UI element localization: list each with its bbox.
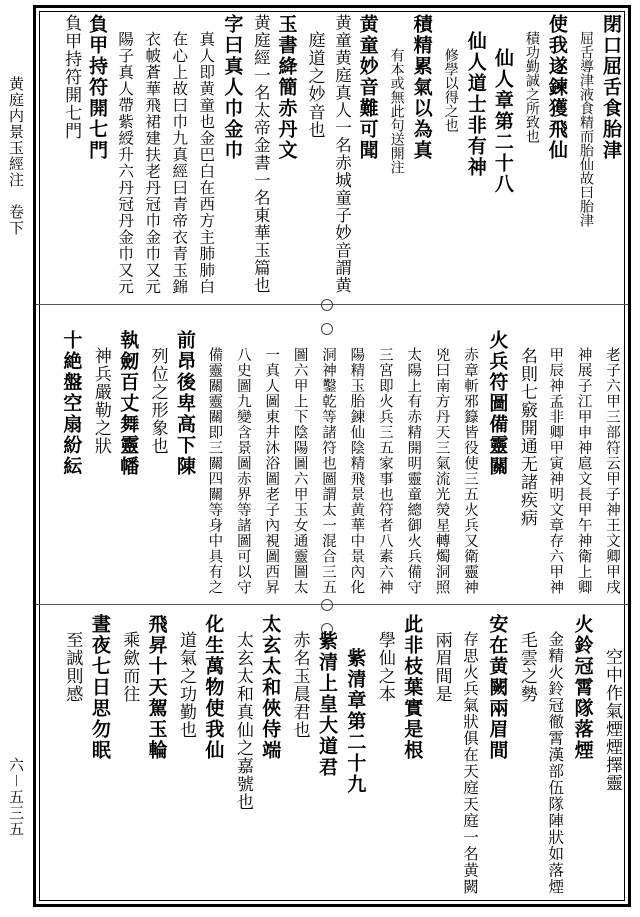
text-column: 黄童黄庭真人一名赤城童子妙音謂黄 bbox=[332, 14, 352, 294]
text-column: 化生萬物使我仙 bbox=[202, 614, 225, 761]
text-column: 赤章斬邪籙皆役使三五火兵又衛靈神 bbox=[462, 347, 478, 595]
text-column: 安在黄闕兩眉間 bbox=[486, 614, 509, 761]
text-column: 名則七竅開通无諸疾病 bbox=[516, 347, 537, 527]
text-column: 列位之形象也 bbox=[147, 347, 168, 455]
text-column: 有本或無此句送開注 bbox=[388, 48, 405, 174]
binding-hole bbox=[321, 299, 333, 311]
text-column: 積功勤誠之所致也 bbox=[523, 31, 540, 143]
margin-page-number: 六－五三五 bbox=[7, 757, 25, 838]
text-column: 老子六甲三部符云甲子神王文卿甲戌 bbox=[604, 347, 620, 595]
text-column: 閉口屈舌食胎津 bbox=[600, 14, 622, 161]
text-column: 前昂後卑高下陳 bbox=[174, 330, 196, 477]
text-column: 陽精玉胎鍊仙陰精飛景黄華中景內化 bbox=[348, 347, 365, 595]
text-column: 庭道之妙音也 bbox=[304, 31, 325, 139]
text-column: 一真人圖東井沐浴圖老子內視圖西昇 bbox=[263, 347, 280, 595]
text-column: 仙人章第二十八 bbox=[491, 48, 514, 195]
text-column: 積精累氣以為真 bbox=[410, 14, 433, 161]
text-column: 兩眉間是 bbox=[431, 631, 452, 703]
text-column: 太玄太和俠侍端 bbox=[259, 614, 282, 761]
binding-hole bbox=[321, 599, 333, 611]
margin-title: 黄庭内景玉經注 卷下 bbox=[7, 76, 25, 236]
text-column: 玉書絳簡赤丹文 bbox=[275, 14, 298, 161]
text-column: 陽子真人帶紫綬升六丹冠丹金巾又元 bbox=[116, 31, 135, 295]
text-panel-top bbox=[40, 14, 624, 299]
text-column: 金精火鈴冠徹霄漢部伍隊陣狀如落煙 bbox=[546, 631, 565, 895]
text-column: 執劒百丈舞靈幡 bbox=[117, 330, 140, 477]
text-column: 火鈴冠霄隊落煙 bbox=[571, 614, 594, 761]
text-column: 太陽上有赤精開明靈童總御火兵備守 bbox=[405, 347, 422, 595]
text-panel-bottom bbox=[40, 614, 624, 899]
text-column: 黄庭經一名太帝金書一名東華玉篇也 bbox=[251, 14, 271, 294]
text-column: 仙人道士非有神 bbox=[464, 31, 487, 178]
text-column: 飛昇十天駕玉輪 bbox=[145, 614, 168, 761]
text-column: 此非枝葉實是根 bbox=[401, 614, 424, 761]
text-column: 赤名玉晨君也 bbox=[289, 631, 310, 739]
text-panel-middle bbox=[40, 330, 624, 595]
text-column: 負甲持符開七門 bbox=[86, 14, 109, 161]
text-column: 晝夜七日思勿眠 bbox=[88, 614, 111, 761]
text-column: 負甲持符開七門 bbox=[61, 14, 82, 140]
text-column: 真人即黄童也金巴白在西方主肺肺白 bbox=[197, 31, 216, 295]
text-column: 字曰真人巾金巾 bbox=[221, 14, 244, 161]
text-column: 衣帔蒼華飛裙建扶老丹冠巾金巾又元 bbox=[143, 31, 162, 295]
text-column: 洞神鑿乾等諸符也圖謂太一混合三五 bbox=[320, 347, 336, 595]
text-column: 修學以得之也 bbox=[442, 48, 459, 132]
text-column: 十絶盤空扇紛紜 bbox=[60, 330, 83, 477]
text-column: 八史圖九變含景圖赤界等諸圖可以守 bbox=[234, 347, 251, 595]
text-column: 學仙之本 bbox=[374, 631, 395, 703]
text-column: 至誠則感 bbox=[62, 631, 83, 703]
text-column: 神展子江甲申神扈文長甲午神衛上卿 bbox=[575, 347, 592, 595]
text-column: 太玄太和真仙之嘉號也 bbox=[232, 631, 253, 811]
text-column: 備靈關靈關即三關四關等身中具有之 bbox=[206, 347, 223, 595]
text-column: 屈舌導津液食精而胎仙故曰胎津 bbox=[577, 31, 594, 227]
text-column: 火兵符圖備靈關 bbox=[486, 330, 509, 477]
text-column: 紫清上皇大道君 bbox=[316, 631, 338, 778]
text-column: 三宮即火兵三五家事也符者八素六神 bbox=[376, 347, 393, 595]
text-column: 甲辰神孟非卿甲寅神明文章存六甲神 bbox=[547, 347, 564, 595]
text-column: 黄童妙音難可聞 bbox=[356, 14, 379, 161]
text-column: 道氣之功勤也 bbox=[176, 631, 196, 739]
text-column: 神兵嚴勒之狀 bbox=[90, 347, 111, 455]
text-column: 兇曰南方丹天三氣流光熒星轉燭洞照 bbox=[433, 347, 450, 595]
text-column: 圖六甲上下陰陽圖六甲玉女通靈圖太 bbox=[291, 347, 308, 595]
text-column: 乘歛而往 bbox=[119, 631, 140, 703]
text-column: 存思火兵氣狀俱在天庭天庭一名黄闕 bbox=[461, 631, 479, 895]
text-column: 毛雲之勢 bbox=[516, 631, 537, 703]
text-column: 在心上故曰巾九真經曰青帝衣青玉錦 bbox=[170, 31, 189, 295]
text-column: 空中作氣煙煙擇靈 bbox=[602, 648, 622, 792]
text-column: 紫清章第二十九 bbox=[344, 648, 367, 795]
text-column: 使我遂鍊獲飛仙 bbox=[545, 14, 568, 161]
